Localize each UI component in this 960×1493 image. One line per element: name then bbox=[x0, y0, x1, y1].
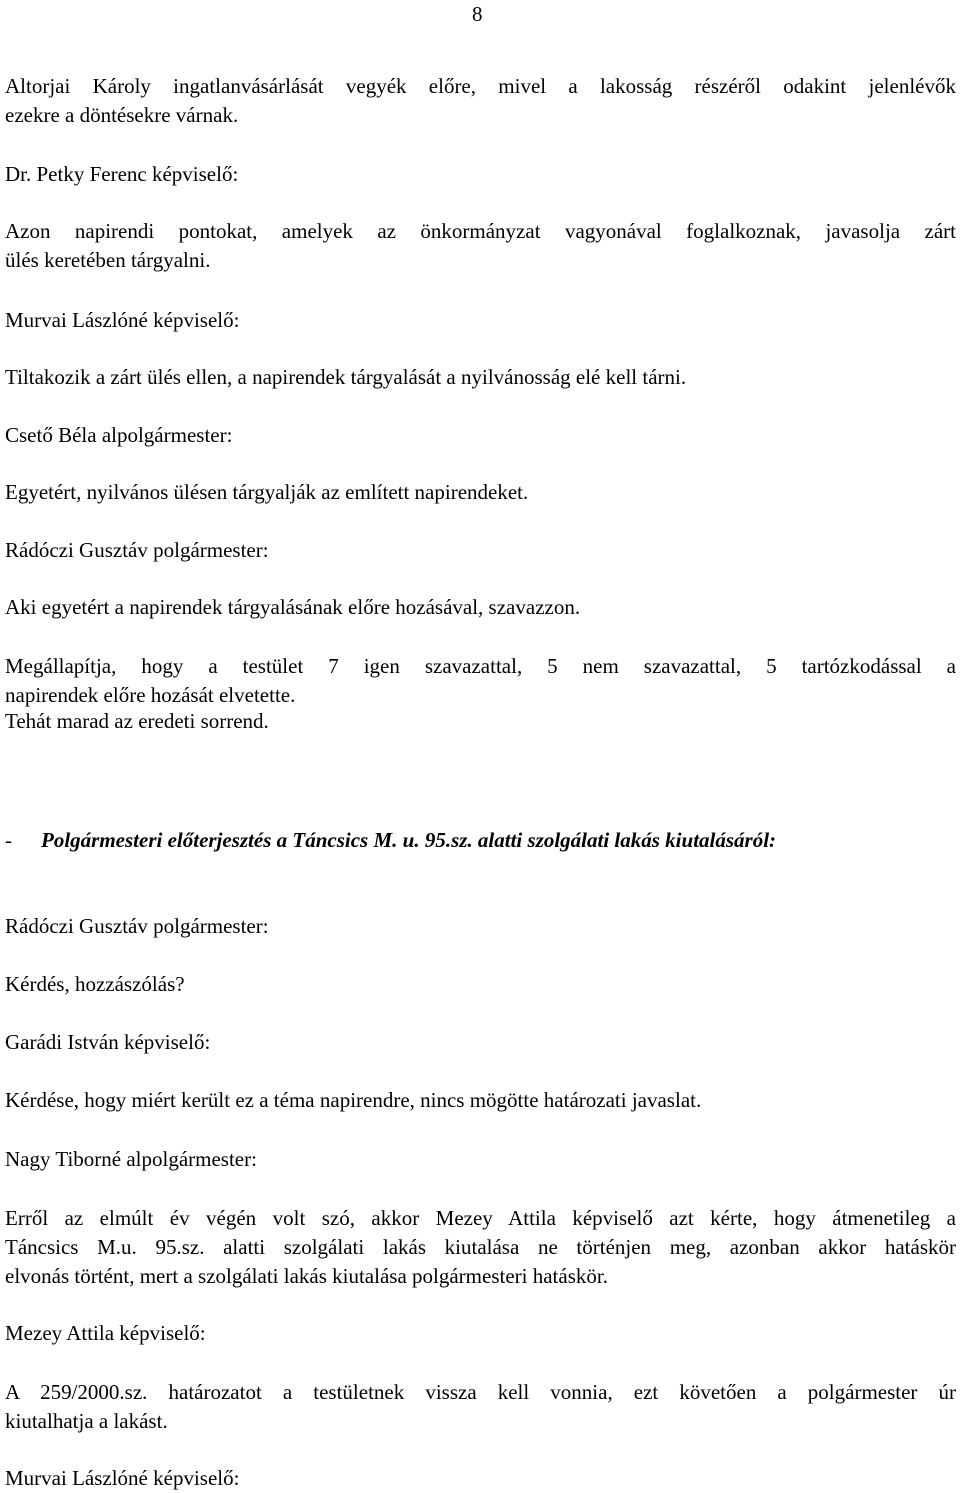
text-line: ülés keretében tárgyalni. bbox=[5, 248, 211, 272]
text-line: elvonás történt, mert a szolgálati lakás kiutalása polgármesteri hatáskör. bbox=[5, 1264, 608, 1288]
paragraph-garadi: Kérdése, hogy miért került ez a téma napirendre, nincs mögötte határozati javaslat. bbox=[5, 1088, 702, 1112]
paragraph-ceto: Egyetért, nyilvános ülésen tárgyalják az említett napirendeket. bbox=[5, 480, 529, 504]
text-line: Megállapítja, hogy a testület 7 igen szavazattal, 5 nem szavazattal, 5 tartózkodással a bbox=[5, 654, 956, 678]
text-line: Azon napirendi pontokat, amelyek az önkormányzat vagyonával foglalkoznak, javasolja zárt bbox=[5, 219, 956, 243]
text-line: napirendek előre hozását elvetette. bbox=[5, 683, 296, 707]
heading-text: Polgármesteri előterjesztés a Táncsics M. u. 95.sz. alatti szolgálati lakás kiutalásáról: bbox=[41, 828, 777, 852]
text-line: Tehát marad az eredeti sorrend. bbox=[5, 709, 269, 733]
text-line: Erről az elmúlt év végén volt szó, akkor Mezey Attila képviselő azt kérte, hogy átmenetileg a bbox=[5, 1206, 956, 1230]
text-line: A 259/2000.sz. határozatot a testületnek vissza kell vonnia, ezt követően a polgármester úr bbox=[5, 1380, 956, 1404]
paragraph-radoczi-2: Kérdés, hozzászólás? bbox=[5, 972, 185, 996]
heading-dash: - bbox=[5, 828, 12, 852]
speaker-radoczi-2: Rádóczi Gusztáv polgármester: bbox=[5, 914, 269, 938]
speaker-petky: Dr. Petky Ferenc képviselő: bbox=[5, 162, 239, 186]
speaker-garadi: Garádi István képviselő: bbox=[5, 1030, 211, 1054]
paragraph-vote-result bbox=[5, 652, 956, 736]
paragraph-petky bbox=[5, 217, 956, 275]
text-line: kiutalhatja a lakást. bbox=[5, 1409, 168, 1433]
paragraph-radoczi: Aki egyetért a napirendek tárgyalásának előre hozásával, szavazzon. bbox=[5, 595, 581, 619]
paragraph-murvai: Tiltakozik a zárt ülés ellen, a napirendek tárgyalását a nyilvánosság elé kell tárni. bbox=[5, 365, 687, 389]
speaker-murvai: Murvai Lászlóné képviselő: bbox=[5, 308, 240, 332]
text-line: ezekre a döntésekre várnak. bbox=[5, 103, 239, 127]
paragraph-nagy bbox=[5, 1204, 956, 1291]
speaker-nagy: Nagy Tiborné alpolgármester: bbox=[5, 1147, 257, 1171]
paragraph-altorjai bbox=[5, 72, 956, 130]
agenda-heading bbox=[5, 826, 776, 855]
paragraph-mezey bbox=[5, 1378, 956, 1436]
text-line: Altorjai Károly ingatlanvásárlását vegyék előre, mivel a lakosság részéről odakint jelenlévők bbox=[5, 74, 956, 98]
speaker-mezey: Mezey Attila képviselő: bbox=[5, 1321, 206, 1345]
text-line: Táncsics M.u. 95.sz. alatti szolgálati lakás kiutalása ne történjen meg, azonban akkor hatáskör bbox=[5, 1235, 956, 1259]
speaker-radoczi: Rádóczi Gusztáv polgármester: bbox=[5, 538, 269, 562]
speaker-murvai-2: Murvai Lászlóné képviselő: bbox=[5, 1466, 240, 1490]
page-number: 8 bbox=[472, 2, 483, 26]
speaker-ceto: Csető Béla alpolgármester: bbox=[5, 423, 233, 447]
